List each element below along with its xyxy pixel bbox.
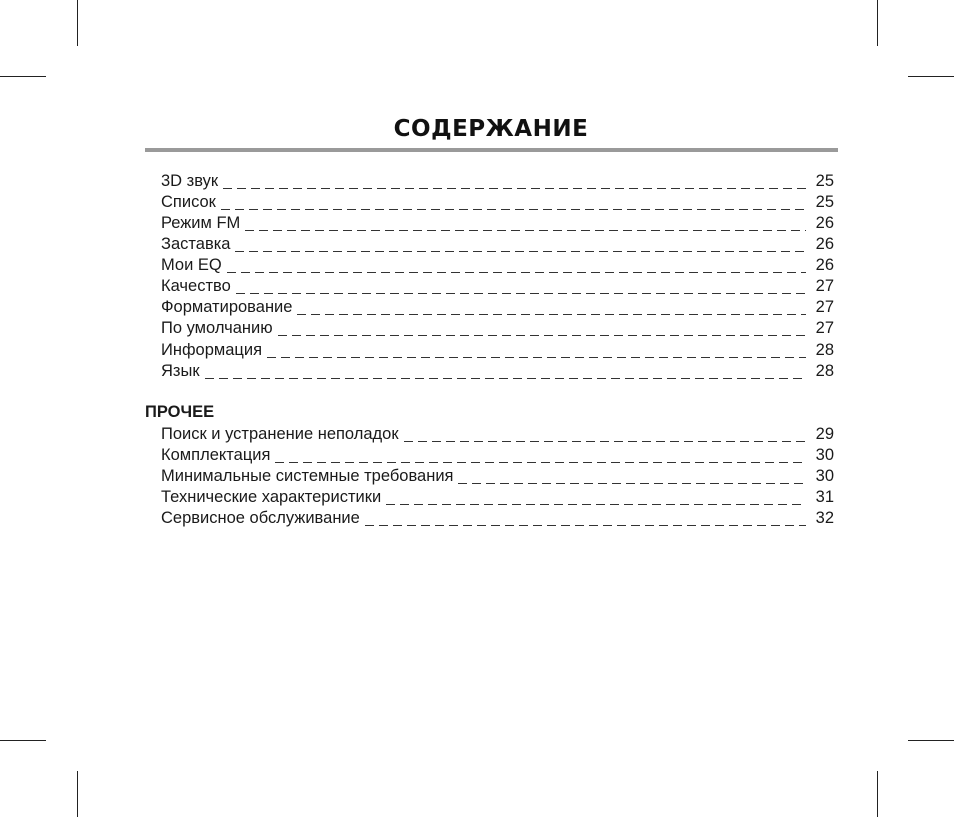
toc-entry-page: 26 (815, 214, 834, 232)
toc-entry-label: Режим FM (161, 214, 241, 232)
toc-entry (161, 297, 834, 318)
toc-entry-page: 27 (815, 277, 834, 295)
toc-entry-page: 27 (815, 319, 834, 337)
toc-leader (275, 462, 806, 463)
section-heading: ПРОЧЕЕ (145, 403, 215, 421)
toc-entry-page: 25 (815, 172, 834, 190)
toc-leader (236, 293, 806, 294)
toc-entry-label: Минимальные системные требования (161, 467, 454, 485)
toc-entry (161, 213, 834, 234)
toc-entry (161, 361, 834, 382)
toc-entry-label: Мои EQ (161, 256, 222, 274)
toc-entry-page: 28 (815, 362, 834, 380)
toc-leader (205, 378, 806, 379)
toc-entry (161, 234, 834, 255)
toc-entry (161, 340, 834, 361)
toc-entry-page: 26 (815, 256, 834, 274)
toc-entry (161, 192, 834, 213)
toc-entry-page: 30 (815, 467, 834, 485)
toc-entry (161, 466, 834, 487)
toc-entry-label: Сервисное обслуживание (161, 509, 360, 527)
toc-leader (404, 441, 806, 442)
toc-entry-label: Список (161, 193, 216, 211)
toc-entry-page: 27 (815, 298, 834, 316)
toc-entry-page: 31 (815, 488, 834, 506)
toc-leader (297, 314, 806, 315)
toc-leader (267, 357, 806, 358)
toc-entry-label: Комплектация (161, 446, 271, 464)
toc-entry-page: 29 (815, 425, 834, 443)
toc-entry-page: 26 (815, 235, 834, 253)
page-title: СОДЕРЖАНИЕ (393, 116, 589, 142)
toc-leader (235, 251, 806, 252)
toc-entry (161, 445, 834, 466)
toc-leader (278, 335, 806, 336)
toc-entry-page: 25 (815, 193, 834, 211)
toc-entry-label: Качество (161, 277, 231, 295)
toc-entry-page: 32 (815, 509, 834, 527)
toc-leader (221, 209, 806, 210)
toc-entry (161, 276, 834, 297)
toc-entry (161, 318, 834, 339)
toc-entry-label: Поиск и устранение неполадок (161, 425, 399, 443)
toc-entry (161, 424, 834, 445)
toc-entry-label: Технические характеристики (161, 488, 382, 506)
toc-entry-label: Информация (161, 341, 263, 359)
toc-entry-label: 3D звук (161, 172, 219, 190)
toc-leader (365, 525, 806, 526)
toc-entry-label: Язык (161, 362, 200, 380)
toc-entry-label: Заставка (161, 235, 231, 253)
toc-leader (458, 483, 806, 484)
toc-entry (161, 508, 834, 529)
toc-entry (161, 171, 834, 192)
toc-leader (227, 272, 806, 273)
toc-leader (245, 230, 806, 231)
toc-entry-page: 28 (815, 341, 834, 359)
toc-leader (386, 504, 806, 505)
toc-entry-label: Форматирование (161, 298, 293, 316)
toc-leader (223, 188, 806, 189)
toc-entry-label: По умолчанию (161, 319, 273, 337)
toc-entry (161, 487, 834, 508)
toc-entry (161, 255, 834, 276)
toc-entry-page: 30 (815, 446, 834, 464)
